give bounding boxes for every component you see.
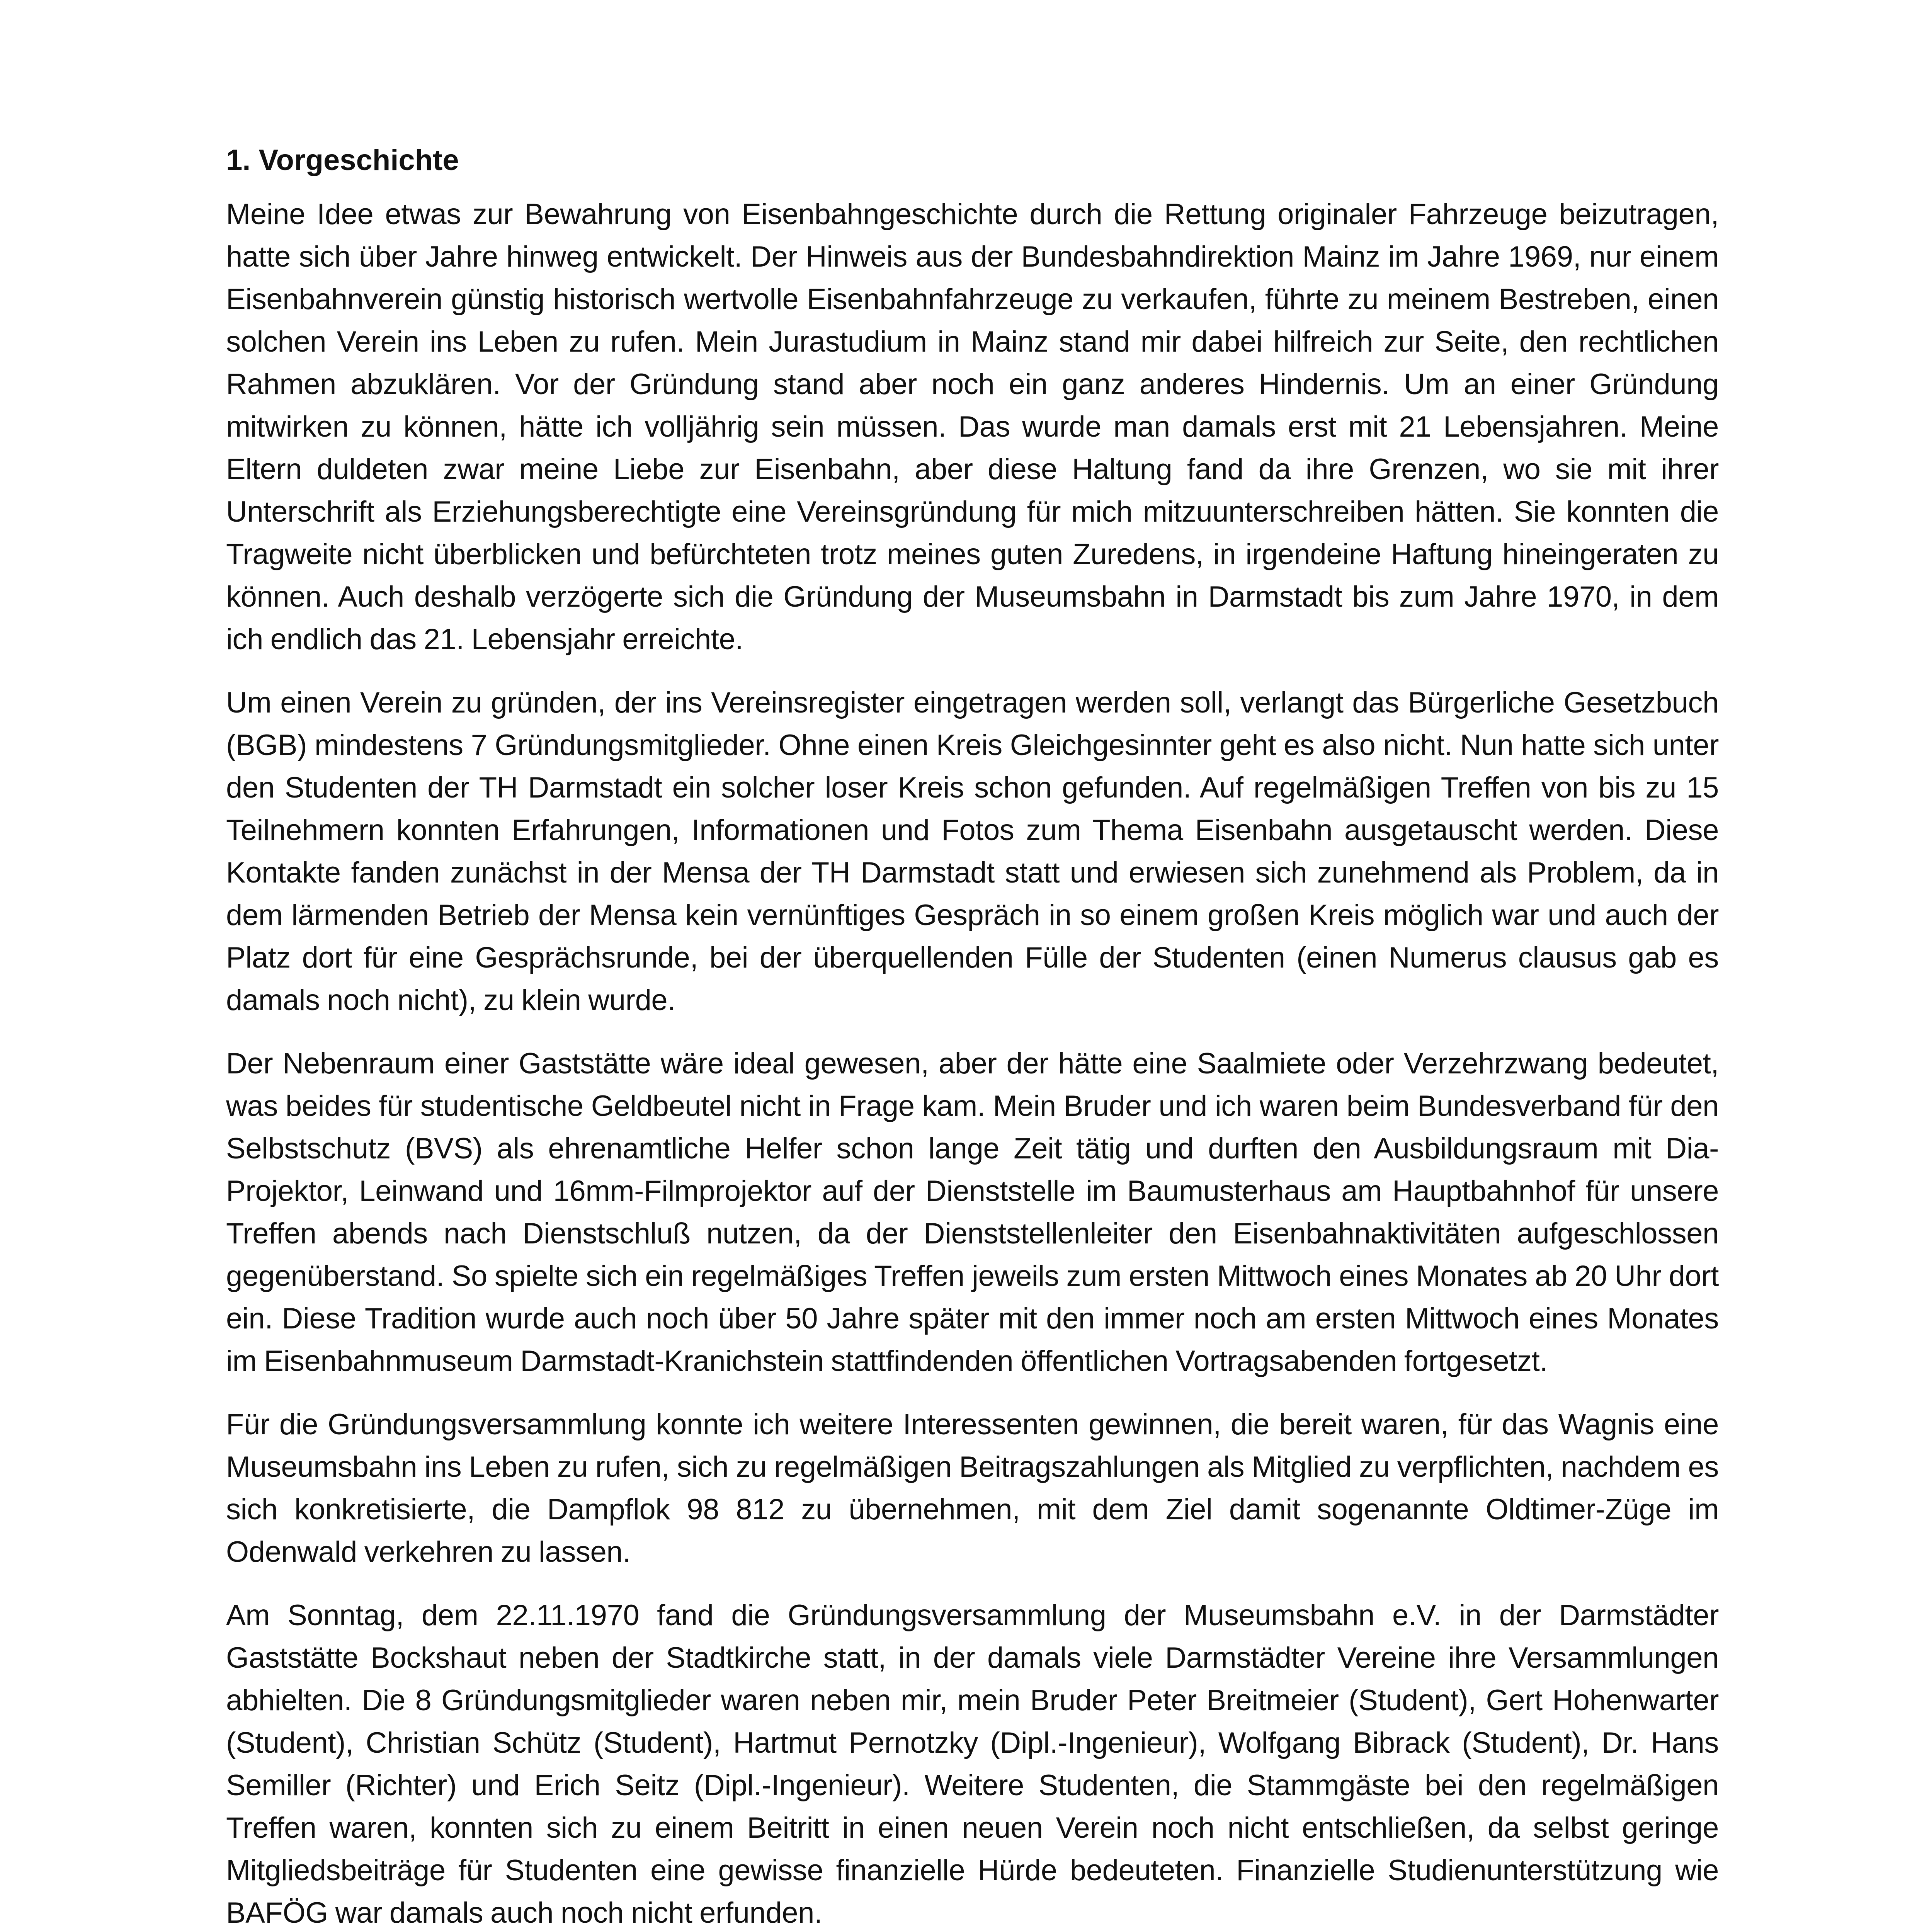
paragraph-4: Für die Gründungsversammlung konnte ich weitere Interessenten gewinnen, die bereit waren, für das Wagnis eine Museumsbahn ins Leben zu rufen, sich zu regelmäßigen Beitragszahlungen als Mitglied zu verpflichten, nachdem es sich konkretisierte, die Dampflok 98 812 zu übernehmen, mit dem Ziel damit sogenannte Oldtimer-Züge im Odenwald verkehren zu lassen. <box>226 1408 1719 1568</box>
paragraph-1: Meine Idee etwas zur Bewahrung von Eisenbahngeschichte durch die Rettung originaler Fahrzeuge beizutragen, hatte sich über Jahre hinweg entwickelt. Der Hinweis aus der Bundesbahndirektion Mainz im Jahre 1969, nur einem Eisenbahnverein günstig historisch wertvolle Eisenbahnfahrzeuge zu verkaufen, führte zu meinem Bestreben, einen solchen Verein ins Leben zu rufen. Mein Jurastudium in Mainz stand mir dabei hilfreich zur Seite, den rechtlichen Rahmen abzuklären. Vor der Gründung stand aber noch ein ganz anderes Hindernis. Um an einer Gründung mitwirken zu können, hätte ich volljährig sein müssen. Das wurde man damals erst mit 21 Lebensjahren. Meine Eltern duldeten zwar meine Liebe zur Eisenbahn, aber diese Haltung fand da ihre Grenzen, wo sie mit ihrer Unterschrift als Erziehungsberechtigte eine Vereinsgründung für mich mitzuunterschreiben hätten. Sie konnten die Tragweite nicht überblicken und befürchteten trotz meines guten Zuredens, in irgendeine Haftung hineingeraten zu können. Auch deshalb verzögerte sich die Gründung der Museumsbahn in Darmstadt bis zum Jahre 1970, in dem ich endlich das 21. Lebensjahr erreichte. <box>226 198 1719 656</box>
document-page <box>226 139 1719 1932</box>
paragraph-3: Der Nebenraum einer Gaststätte wäre ideal gewesen, aber der hätte eine Saalmiete oder Verzehrzwang bedeutet, was beides für studentische Geldbeutel nicht in Frage kam. Mein Bruder und ich waren beim Bundesverband für den Selbstschutz (BVS) als ehrenamtliche Helfer schon lange Zeit tätig und durften den Ausbildungsraum mit Dia-Projektor, Leinwand und 16mm-Filmprojektor auf der Dienststelle im Baumusterhaus am Hauptbahnhof für unsere Treffen abends nach Dienstschluß nutzen, da der Dienststellenleiter den Eisenbahnaktivitäten aufgeschlossen gegenüberstand. So spielte sich ein regelmäßiges Treffen jeweils zum ersten Mittwoch eines Monates ab 20 Uhr dort ein. Diese Tradition wurde auch noch über 50 Jahre später mit den immer noch am ersten Mittwoch eines Monates im Eisenbahnmuseum Darmstadt-Kranichstein stattfindenden öffentlichen Vortragsabenden fortgesetzt. <box>226 1047 1719 1378</box>
section-heading: 1. Vorgeschichte <box>226 144 459 177</box>
paragraph-2: Um einen Verein zu gründen, der ins Vereinsregister eingetragen werden soll, verlangt das Bürgerliche Gesetzbuch (BGB) mindestens 7 Gründungsmitglieder. Ohne einen Kreis Gleichgesinnter geht es also nicht. Nun hatte sich unter den Studenten der TH Darmstadt ein solcher loser Kreis schon gefunden. Auf regelmäßigen Treffen von bis zu 15 Teilnehmern konnten Erfahrungen, Informationen und Fotos zum Thema Eisenbahn ausgetauscht werden. Diese Kontakte fanden zunächst in der Mensa der TH Darmstadt statt und erwiesen sich zunehmend als Problem, da in dem lärmenden Betrieb der Mensa kein vernünftiges Gespräch in so einem großen Kreis möglich war und auch der Platz dort für eine Gesprächsrunde, bei der überquellenden Fülle der Studenten (einen Numerus clausus gab es damals noch nicht), zu klein wurde. <box>226 686 1719 1017</box>
paragraph-5: Am Sonntag, dem 22.11.1970 fand die Gründungsversammlung der Museumsbahn e.V. in der Darmstädter Gaststätte Bockshaut neben der Stadtkirche statt, in der damals viele Darmstädter Vereine ihre Versammlungen abhielten. Die 8 Gründungsmitglieder waren neben mir, mein Bruder Peter Breitmeier (Student), Gert Hohenwarter (Student), Christian Schütz (Student), Hartmut Pernotzky (Dipl.-Ingenieur), Wolfgang Bibrack (Student), Dr. Hans Semiller (Richter) und Erich Seitz (Dipl.-Ingenieur). Weitere Studenten, die Stammgäste bei den regelmäßigen Treffen waren, konnten sich zu einem Beitritt in einen neuen Verein noch nicht entschließen, da selbst geringe Mitgliedsbeiträge für Studenten eine gewisse finanzielle Hürde bedeuteten. Finanzielle Studienunterstützung wie BAFÖG war damals auch noch nicht erfunden. <box>226 1599 1719 1929</box>
